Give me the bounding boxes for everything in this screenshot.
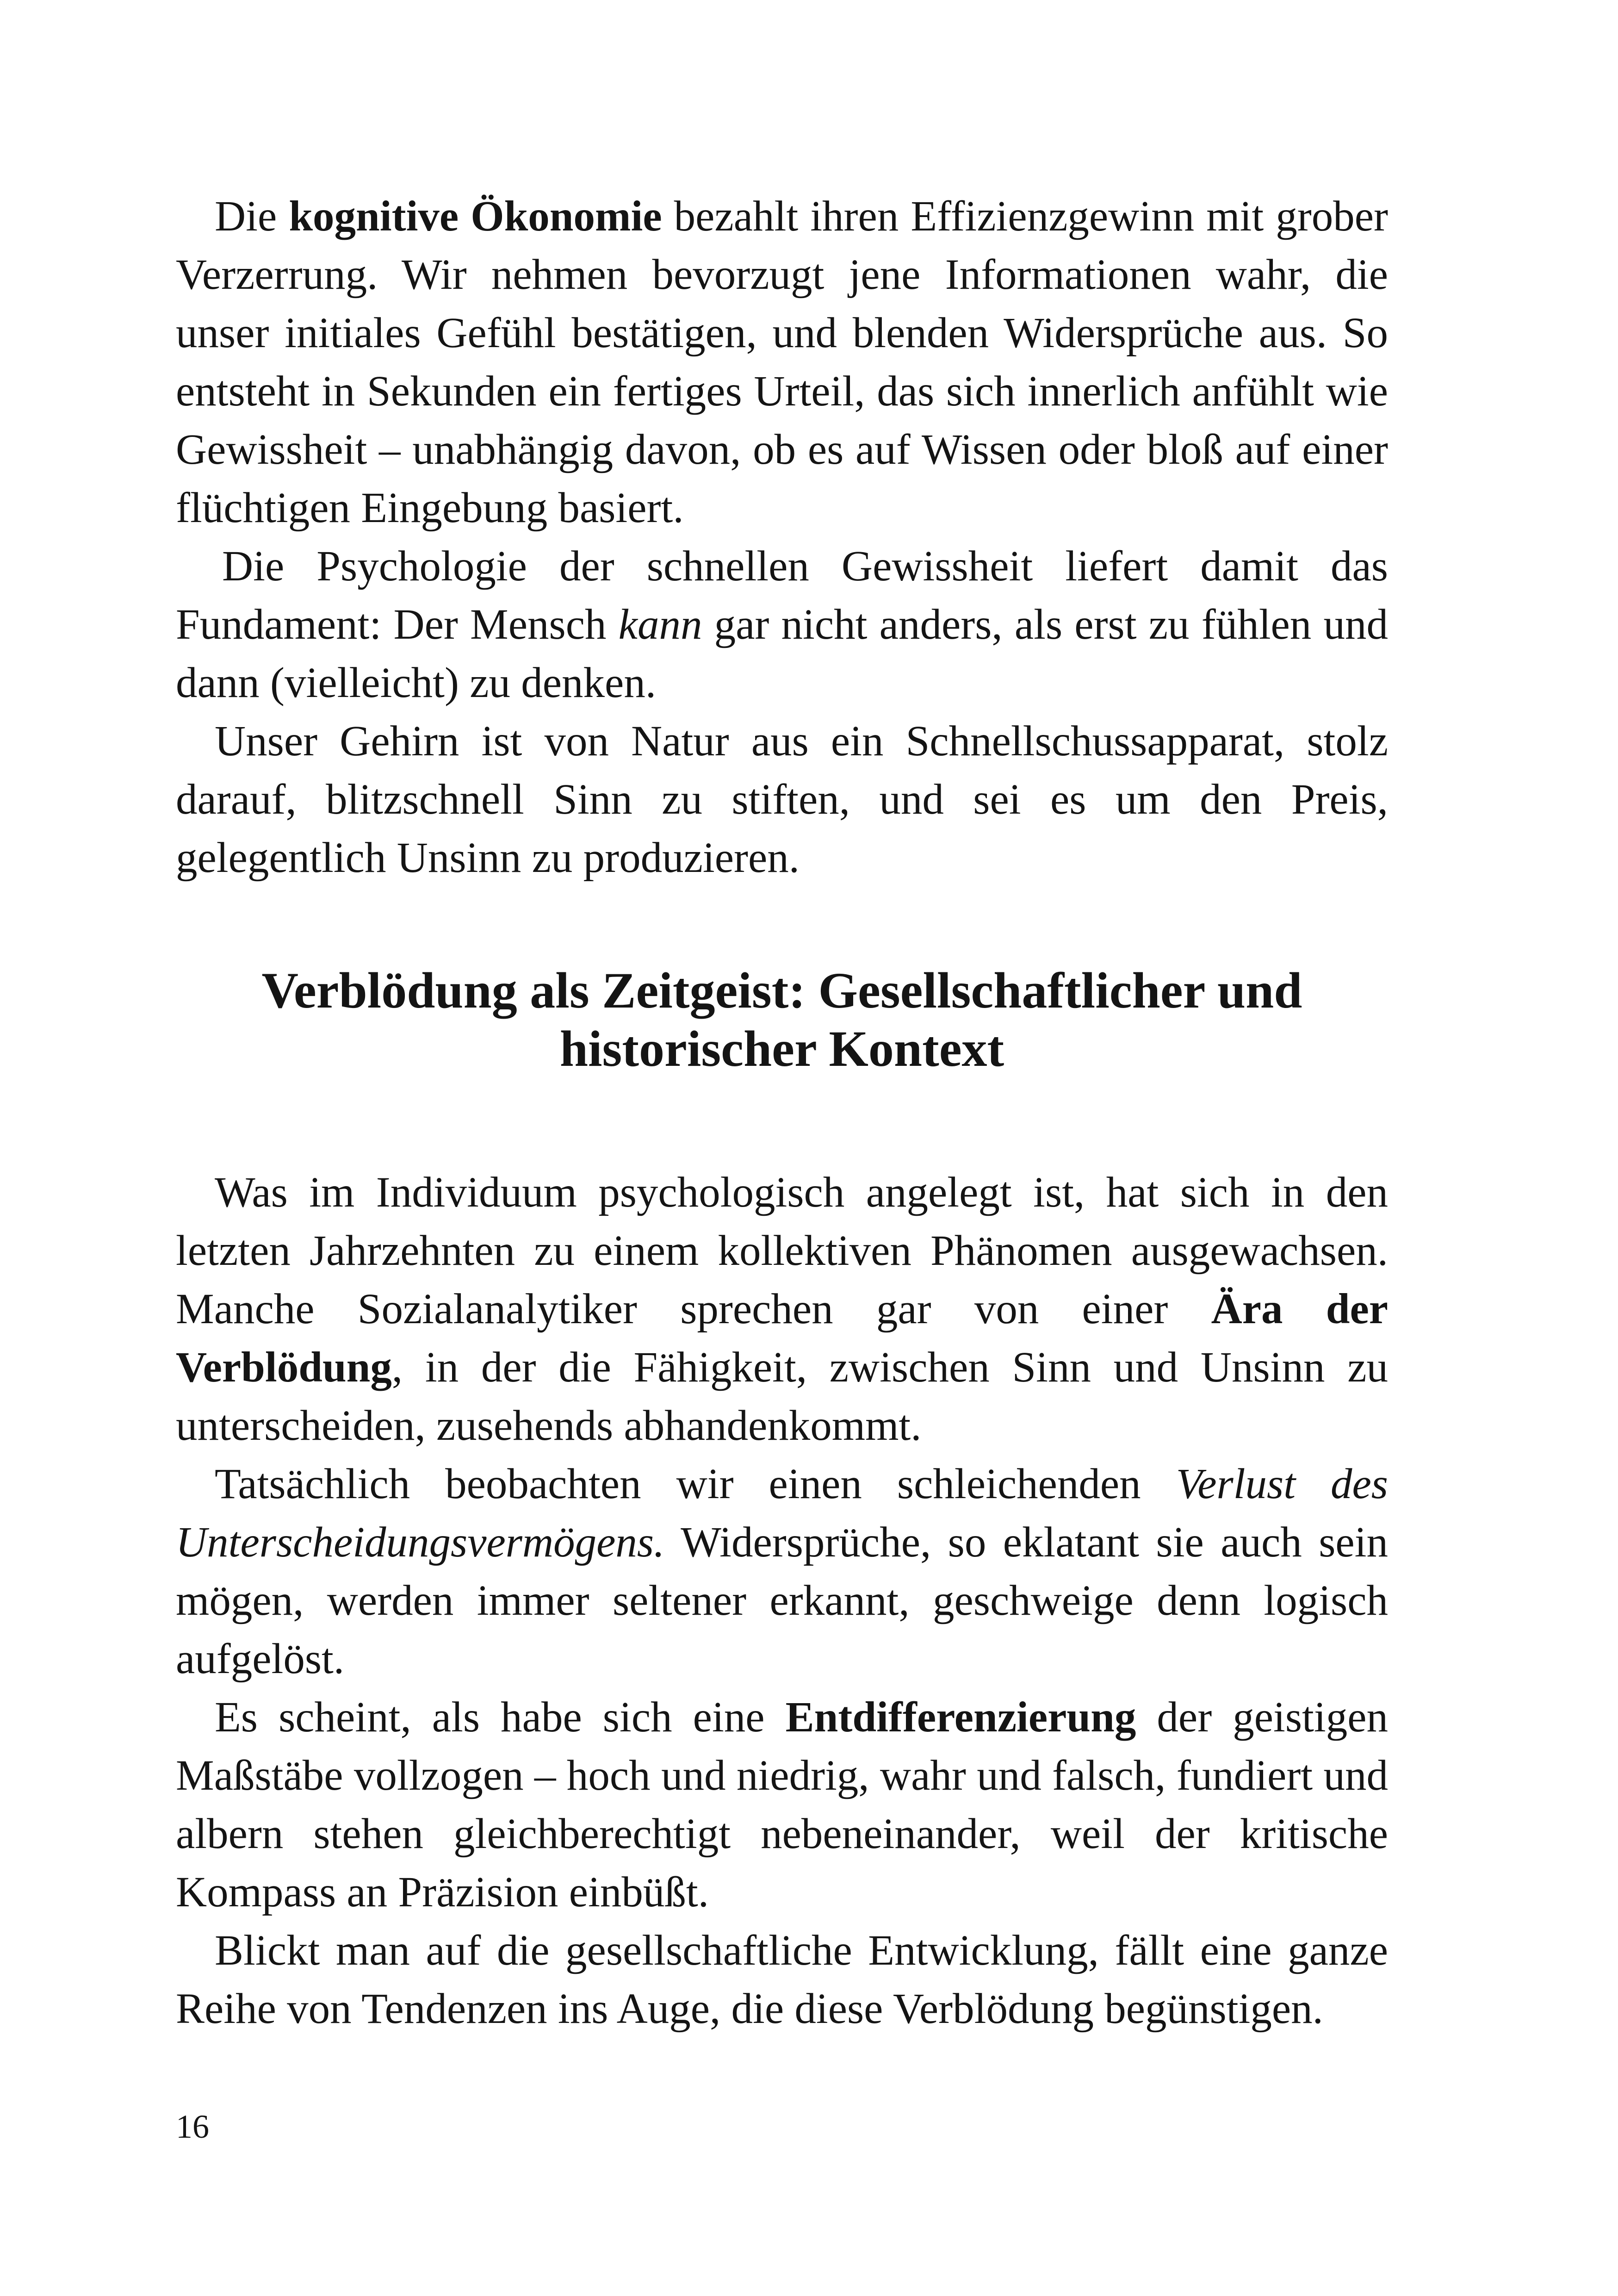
text-block-before-heading (176, 187, 1388, 887)
bold-term: Entdifferenzierung (785, 1693, 1136, 1741)
paragraph (176, 537, 1388, 712)
paragraph (176, 1922, 1388, 2038)
text-segment: Unser Gehirn ist von Natur aus ein Schnellschussapparat, stolz darauf, blitzschnell Sinn zu stiften, und sei es um den Preis, gelegentlich Unsinn zu produzieren. (176, 717, 1388, 882)
text-segment: Blickt man auf die gesellschaftliche Entwicklung, fällt eine ganze Reihe von Tendenzen ins Auge, die diese Verblödung begünstigen. (176, 1927, 1388, 2033)
text-segment: Tatsächlich beobachten wir einen schleichenden (215, 1460, 1176, 1508)
text-segment: gar nicht anders, als erst zu fühlen und dann (vielleicht) zu denken. (176, 601, 1388, 707)
paragraph (176, 187, 1388, 537)
page-number: 16 (176, 2108, 209, 2145)
paragraph (176, 1455, 1388, 1688)
section-heading: Verblödung als Zeitgeist: Gesellschaftlicher und historischer Kontext (261, 962, 1302, 1077)
paragraph (176, 1688, 1388, 1922)
bold-term: Ära der Verblödung (176, 1285, 1389, 1391)
text-segment: Es scheint, als habe sich eine (215, 1693, 786, 1741)
bold-term: kognitive Ökonomie (289, 193, 662, 240)
text-segment: Die Psychologie der schnellen Gewissheit liefert damit das Fundament: Der Mensch (176, 542, 1388, 648)
paragraph (176, 712, 1388, 887)
text-segment: Was im Individuum psychologisch angelegt ist, hat sich in den letzten Jahrzehnten zu einem kollektiven Phänomen ausgewachsen. Manche Sozialanalytiker sprechen gar von einer (176, 1169, 1388, 1333)
text-segment: der geistigen Maßstäbe vollzogen – hoch und niedrig, wahr und falsch, fundiert und albern stehen gleichberechtigt nebeneinander, weil der kritische Kompass an Präzision einbüßt. (176, 1693, 1388, 1916)
text-segment: bezahlt ihren Effizienzgewinn mit grober Verzerrung. Wir nehmen bevorzugt jene Informationen wahr, die unser initiales Gefühl bestätigen, und blenden Widersprüche aus. So entsteht in Sekunden ein fertiges Urteil, das sich innerlich anfühlt wie Gewissheit – unabhängig davon, ob es auf Wissen oder bloß auf einer flüchtigen Eingebung basiert. (176, 193, 1388, 532)
paragraph (176, 1164, 1388, 1455)
italic-term: Verlust des Unterscheidungsvermögens. (176, 1460, 1388, 1566)
text-segment: Widersprüche, so eklatant sie auch sein mögen, werden immer seltener erkannt, geschweige denn logisch aufgelöst. (176, 1518, 1388, 1683)
page-body (176, 187, 1388, 2038)
italic-term: kann (618, 601, 702, 648)
text-segment: , in der die Fähigkeit, zwischen Sinn und Unsinn zu unterscheiden, zusehends abhandenkommt. (176, 1344, 1388, 1450)
text-block-after-heading (176, 1164, 1388, 2038)
text-segment: Die (215, 193, 289, 240)
